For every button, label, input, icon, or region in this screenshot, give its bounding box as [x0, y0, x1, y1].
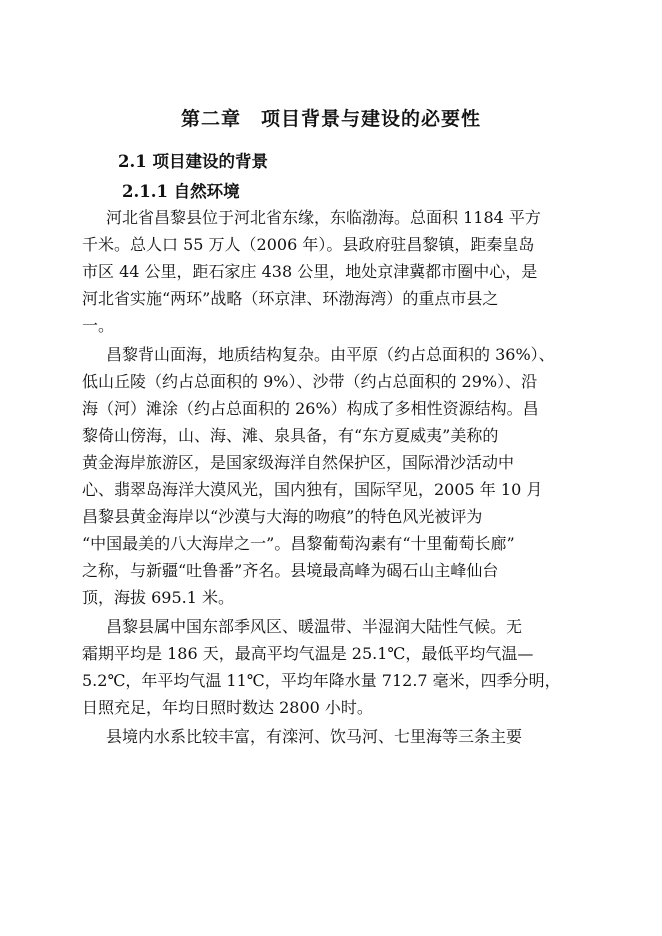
- text-line: 黄金海岸旅游区，是国家级海洋自然保护区，国际滑沙活动中: [82, 453, 515, 472]
- paragraph-geography: [82, 341, 582, 611]
- text-line: 心、翡翠岛海洋大漠风光，国内独有，国际罕见，2005 年 10 月: [82, 480, 543, 499]
- text-line: 千米。总人口 55 万人（2006 年）。县政府驻昌黎镇，距秦皇岛: [82, 235, 535, 254]
- text-line: 昌黎县属中国东部季风区、暖温带、半湿润大陆性气候。无: [106, 617, 523, 636]
- text-line: 之称，与新疆“吐鲁番”齐名。县境最高峰为碣石山主峰仙台: [82, 561, 499, 580]
- text-line: 海（河）滩涂（约占总面积的 26%）构成了多相性资源结构。昌: [82, 399, 539, 418]
- chapter-title: 第二章 项目背景与建设的必要性: [180, 108, 481, 130]
- body-text: [82, 204, 582, 750]
- text-line: 市区 44 公里，距石家庄 438 公里，地处京津冀都市圈中心，是: [82, 262, 538, 281]
- paragraph-location: [82, 204, 582, 339]
- paragraph-climate: [82, 613, 582, 721]
- text-line: 河北省昌黎县位于河北省东缘，东临渤海。总面积 1184 平方: [106, 208, 541, 227]
- text-line: 黎倚山傍海，山、海、滩、泉具备，有“东方夏威夷”美称的: [82, 426, 499, 445]
- text-line: 5.2℃，年平均气温 11℃，平均年降水量 712.7 毫米，四季分明，: [82, 671, 561, 690]
- text-line: 昌黎背山面海，地质结构复杂。由平原（约占总面积的 36%）、: [106, 345, 555, 364]
- text-line: 一。: [82, 316, 115, 335]
- text-line: “中国最美的八大海岸之一”。昌黎葡萄沟素有“十里葡萄长廊”: [82, 534, 515, 553]
- section-heading: 2.1 项目建设的背景: [118, 152, 268, 171]
- subsection-heading: 2.1.1 自然环境: [122, 182, 240, 201]
- text-line: 日照充足，年均日照时数达 2800 小时。: [82, 698, 373, 717]
- paragraph-water-system: [82, 723, 582, 750]
- text-line: 河北省实施“两环”战略（环京津、环渤海湾）的重点市县之: [82, 289, 499, 308]
- text-line: 顶，海拔 695.1 米。: [82, 588, 234, 607]
- text-line: 低山丘陵（约占总面积的 9%）、沙带（约占总面积的 29%）、沿: [82, 372, 538, 391]
- text-line: 昌黎县黄金海岸以“沙漠与大海的吻痕”的特色风光被评为: [82, 507, 483, 526]
- text-line: 县境内水系比较丰富，有滦河、饮马河、七里海等三条主要: [106, 727, 523, 746]
- text-line: 霜期平均是 186 天，最高平均气温是 25.1℃，最低平均气温—: [82, 644, 534, 663]
